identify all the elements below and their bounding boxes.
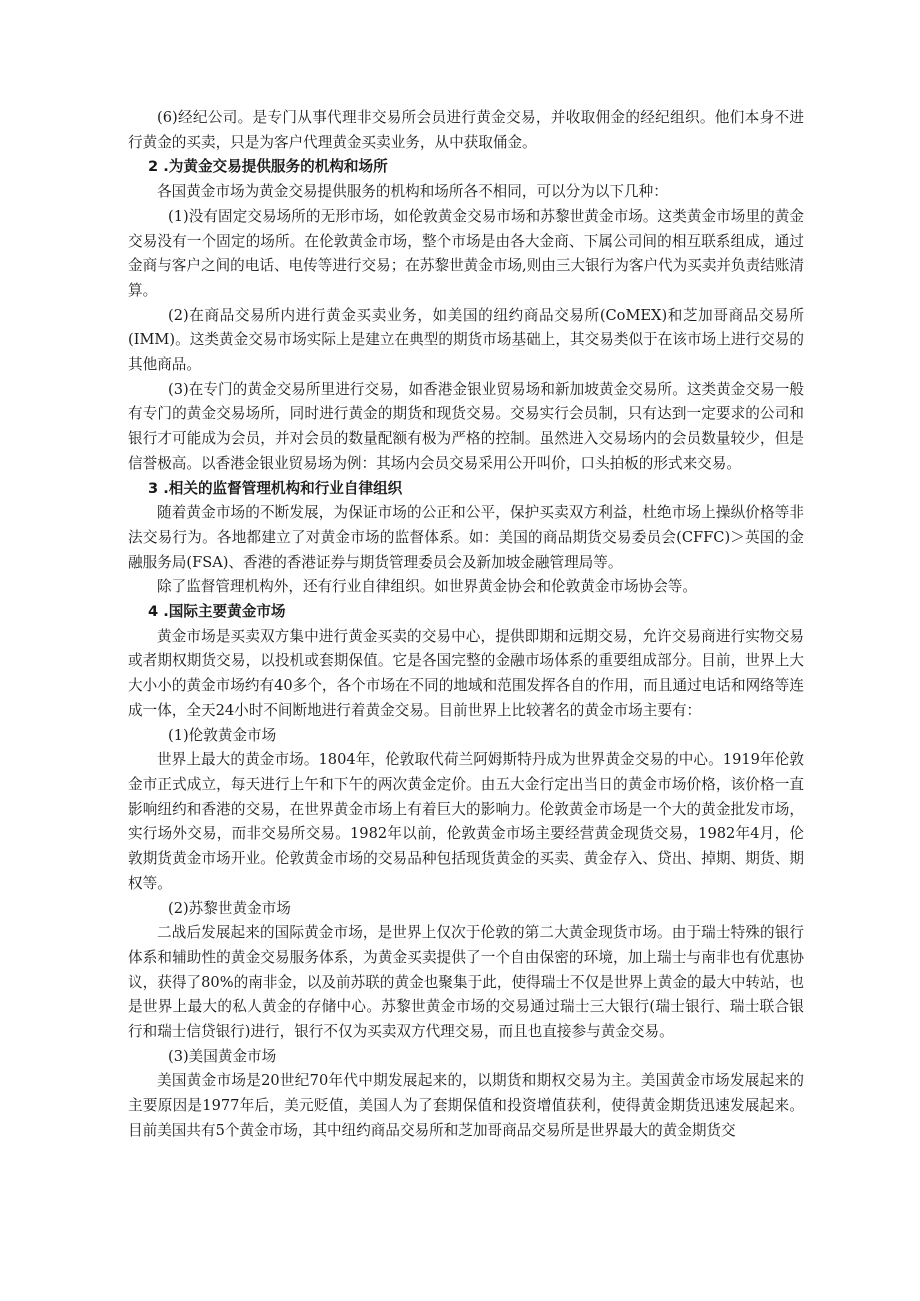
subheading-zurich: (2)苏黎世黄金市场 bbox=[168, 899, 291, 917]
section-heading-4: 4 .国际主要黄金市场 bbox=[148, 603, 286, 621]
section-heading-3: 3 .相关的监督管理机构和行业自律组织 bbox=[148, 479, 403, 497]
paragraph-gold-exchange: (3)在专门的黄金交易所里进行交易，如香港金银业贸易场和新加坡黄金交易所。这类黄金交易一般有专门的黄金交易场所，同时进行黄金的期货和现货交易。交易实行会员制，只有达到一定要求的公司和银行才可能成为会员，并对会员的数量配额有极为严格的控制。虽然进入交易场内的会员数量较少，但是信誉极高。以香港金银业贸易场为例：其场内会员交易采用公开叫价，口头拍板的形式来交易。 bbox=[128, 380, 804, 472]
paragraph-regulation: 随着黄金市场的不断发展，为保证市场的公正和公平，保护买卖双方利益，杜绝市场上操纵价格等非法交易行为。各地都建立了对黄金市场的监督体系。如：美国的商品期货交易委员会(CFFC)＞英国的金融服务局(FSA)、香港的香港证券与期货管理委员会及新加坡金融管理局等。 bbox=[128, 504, 804, 571]
document-page bbox=[128, 106, 804, 1144]
subheading-usa: (3)美国黄金市场 bbox=[168, 1047, 277, 1065]
paragraph-zurich: 二战后发展起来的国际黄金市场，是世界上仅次于伦敦的第二大黄金现货市场。由于瑞士特殊的银行体系和辅助性的黄金交易服务体系，为黄金买卖提供了一个自由保密的环境，加上瑞士与南非也有优惠协议，获得了80%的南非金，以及前苏联的黄金也聚集于此，使得瑞士不仅是世界上黄金的最大中转站，也是世界上最大的私人黄金的存储中心。苏黎世黄金市场的交易通过瑞士三大银行(瑞士银行、瑞士联合银行和瑞士信贷银行)进行，银行不仅为买卖双方代理交易，而且也直接参与黄金交易。 bbox=[128, 924, 804, 1041]
section-heading-2: 2 .为黄金交易提供服务的机构和场所 bbox=[148, 158, 388, 176]
paragraph-self-regulation: 除了监督管理机构外，还有行业自律组织。如世界黄金协会和伦敦黄金市场协会等。 bbox=[157, 578, 697, 596]
paragraph-market-overview: 黄金市场是买卖双方集中进行黄金买卖的交易中心，提供即期和远期交易，允许交易商进行实物交易或者期权期货交易，以投机或套期保值。它是各国完整的金融市场体系的重要组成部分。目前，世界上大大小小的黄金市场约有40多个，各个市场在不同的地域和范围发挥各自的作用，而且通过电话和网络等连成一体，全天24小时不间断地进行着黄金交易。目前世界上比较著名的黄金市场主要有： bbox=[128, 627, 804, 719]
paragraph-usa: 美国黄金市场是20世纪70年代中期发展起来的，以期货和期权交易为主。美国黄金市场发展起来的主要原因是1977年后，美元贬值，美国人为了套期保值和投资增值获利，使得黄金期货迅速发展起来。目前美国共有5个黄金市场，其中纽约商品交易所和芝加哥商品交易所是世界最大的黄金期货交 bbox=[128, 1072, 804, 1139]
paragraph-commodity-exchange: (2)在商品交易所内进行黄金买卖业务，如美国的纽约商品交易所(CoMEX)和芝加哥商品交易所(IMM)。这类黄金交易市场实际上是建立在典型的期货市场基础上，其交易类似于在该市场上进行交易的其他商品。 bbox=[128, 306, 804, 374]
subheading-london: (1)伦敦黄金市场 bbox=[168, 726, 277, 744]
paragraph-brokerage: (6)经纪公司。是专门从事代理非交易所会员进行黄金交易，并收取佣金的经纪组织。他们本身不进行黄金的买卖，只是为客户代理黄金买卖业务，从中获取俑金。 bbox=[128, 109, 804, 151]
paragraph-otc-market: (1)没有固定交易场所的无形市场，如伦敦黄金交易市场和苏黎世黄金市场。这类黄金市场里的黄金交易没有一个固定的场所。在伦敦黄金市场，整个市场是由各大金商、下属公司间的相互联系组成，通过金商与客户之间的电话、电传等进行交易；在苏黎世黄金市场,则由三大银行为客户代为买卖并负责结账清算。 bbox=[128, 207, 804, 299]
paragraph-london: 世界上最大的黄金市场。1804年，伦敦取代荷兰阿姆斯特丹成为世界黄金交易的中心。1919年伦敦金市正式成立，每天进行上午和下午的两次黄金定价。由五大金行定出当日的黄金市场价格，该价格一直影响纽约和香港的交易，在世界黄金市场上有着巨大的影响力。伦敦黄金市场是一个大的黄金批发市场，实行场外交易，而非交易所交易。1982年以前，伦敦黄金市场主要经营黄金现货交易，1982年4月，伦敦期货黄金市场开业。伦敦黄金市场的交易品种包括现货黄金的买卖、黄金存入、贷出、掉期、期货、期权等。 bbox=[128, 751, 804, 892]
paragraph-intro-venues: 各国黄金市场为黄金交易提供服务的机构和场所各不相同，可以分为以下几种： bbox=[157, 183, 668, 201]
